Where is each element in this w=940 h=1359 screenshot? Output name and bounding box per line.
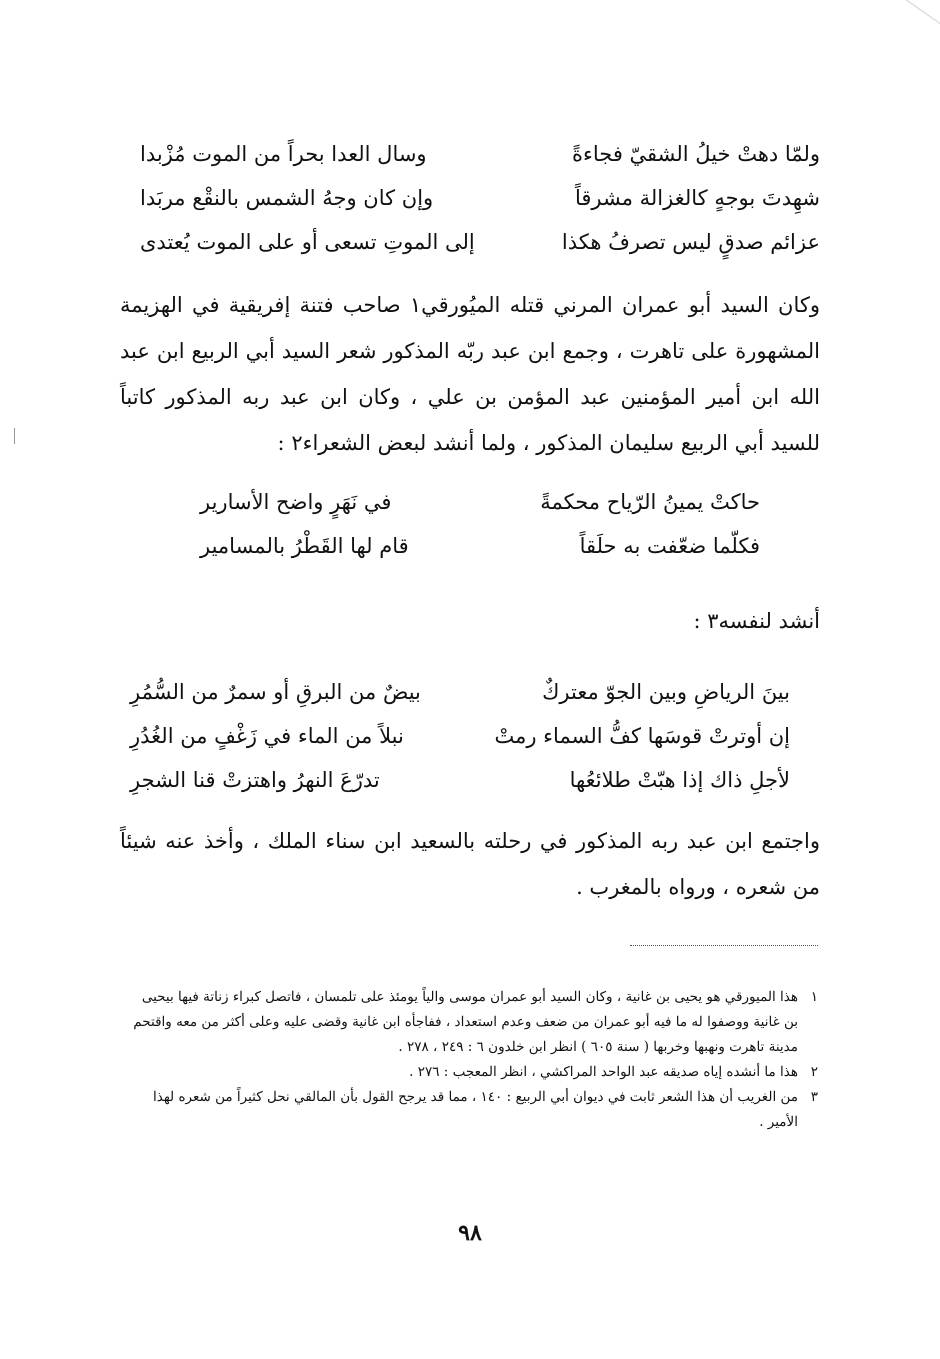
verse-first-hemistich: ولمّا دهتْ خيلُ الشقيّ فجاءةً bbox=[571, 142, 820, 166]
paragraph-2: واجتمع ابن عبد ربه المذكور في رحلته بالسعيد ابن سناء الملك ، وأخذ عنه شيئاً من شعره ، ورواه بالمغرب . bbox=[120, 829, 820, 899]
page-number: ٩٨ bbox=[458, 1220, 482, 1246]
verse-second-hemistich: وإن كان وجهُ الشمس بالنقْع مربَدا bbox=[140, 186, 434, 210]
verse-second-hemistich: نبلاً من الماء في زَغْفٍ من الغُدُرِ bbox=[130, 724, 404, 748]
verse-first-hemistich: إن أوترتْ قوسَها كفُّ السماء رمتْ bbox=[494, 724, 790, 748]
poem-1 bbox=[140, 132, 820, 264]
verse-line bbox=[140, 132, 820, 176]
poem-2 bbox=[200, 480, 760, 568]
footnote-number: ٢ bbox=[810, 1064, 818, 1080]
paragraph-1: وكان السيد أبو عمران المرني قتله الميُورقي١ صاحب فتنة إفريقية في الهزيمة المشهورة على تاهرت ، وجمع ابن عبد ربّه المذكور شعر السيد أبي الربيع ابن عبد الله ابن أمير المؤمنين عبد المؤمن بن علي ، وكان ابن عبد ربه المذكور كاتباً للسيد أبي الربيع سليمان المذكور ، ولما أنشد لبعض الشعراء٢ : bbox=[120, 293, 820, 455]
footnote-1 bbox=[130, 985, 818, 1060]
verse-first-hemistich: عزائم صدقٍ ليس تصرفُ هكذا bbox=[561, 230, 820, 254]
verse-first-hemistich: شهِدتَ بوجهٍ كالغزالة مشرقاً bbox=[574, 186, 820, 210]
verse-second-hemistich: في نَهَرٍ واضح الأسارير bbox=[200, 490, 392, 514]
verse-first-hemistich: لأجلِ ذاك إذا هبّتْ طلائعُها bbox=[569, 768, 790, 792]
verse-line bbox=[130, 758, 790, 802]
footnote-separator bbox=[630, 945, 818, 946]
footnote-number: ٣ bbox=[810, 1089, 818, 1105]
scan-edge-line bbox=[794, 0, 940, 31]
verse-line bbox=[130, 670, 790, 714]
verse-line bbox=[140, 220, 820, 264]
footnote-3 bbox=[130, 1085, 818, 1135]
verse-second-hemistich: تدرّعَ النهرُ واهتزتْ قنا الشجرِ bbox=[130, 768, 380, 792]
verse-line bbox=[200, 524, 760, 568]
verse-line bbox=[130, 714, 790, 758]
verse-second-hemistich: إلى الموتِ تسعى أو على الموت يُعتدى bbox=[140, 230, 475, 254]
verse-line bbox=[140, 176, 820, 220]
poem-3 bbox=[130, 670, 790, 802]
footnote-text: هذا ما أنشده إياه صديقه عبد الواحد المراكشي ، انظر المعجب : ٢٧٦ . bbox=[409, 1064, 798, 1080]
margin-mark bbox=[14, 428, 15, 444]
footnote-text: من الغريب أن هذا الشعر ثابت في ديوان أبي الربيع : ١٤٠ ، مما قد يرجح القول بأن المالقي نحل كثيراً من شعره لهذا الأمير . bbox=[153, 1089, 798, 1130]
verse-second-hemistich: قام لها القَطْرُ بالمسامير bbox=[200, 534, 409, 558]
footnote-2 bbox=[130, 1060, 818, 1085]
verse-line bbox=[200, 480, 760, 524]
footnote-number: ١ bbox=[810, 989, 818, 1005]
verse-first-hemistich: حاكتْ يمينُ الرّياح محكمةً bbox=[540, 490, 760, 514]
verse-second-hemistich: وسال العدا بحراً من الموت مُزْبدا bbox=[140, 142, 427, 166]
verse-first-hemistich: بينَ الرياضِ وبين الجوّ معتركٌ bbox=[542, 680, 790, 704]
poem-3-intro: أنشد لنفسه٣ : bbox=[693, 609, 820, 633]
footnote-text: هذا الميورقي هو يحيى بن غانية ، وكان السيد أبو عمران موسى والياً يومئذ على تلمسان ، فاتصل كبراء زناتة فيها بيحيى بن غانية ووصفوا له ما فيه أبو عمران من ضعف وعدم استعداد ، ففاجأه ابن غانية وقضى عليه وعلى أكثر من معه واقتحم مدينة تاهرت ونهبها وخربها ( سنة ٦٠٥ ) انظر ابن خلدون ٦ : ٢٤٩ ، ٢٧٨ . bbox=[133, 989, 798, 1055]
verse-second-hemistich: بيضٌ من البرقِ أو سمرٌ من السُّمُرِ bbox=[130, 680, 421, 704]
footnotes bbox=[130, 985, 818, 1135]
verse-first-hemistich: فكلّما ضعّفت به حلَقاً bbox=[579, 534, 760, 558]
